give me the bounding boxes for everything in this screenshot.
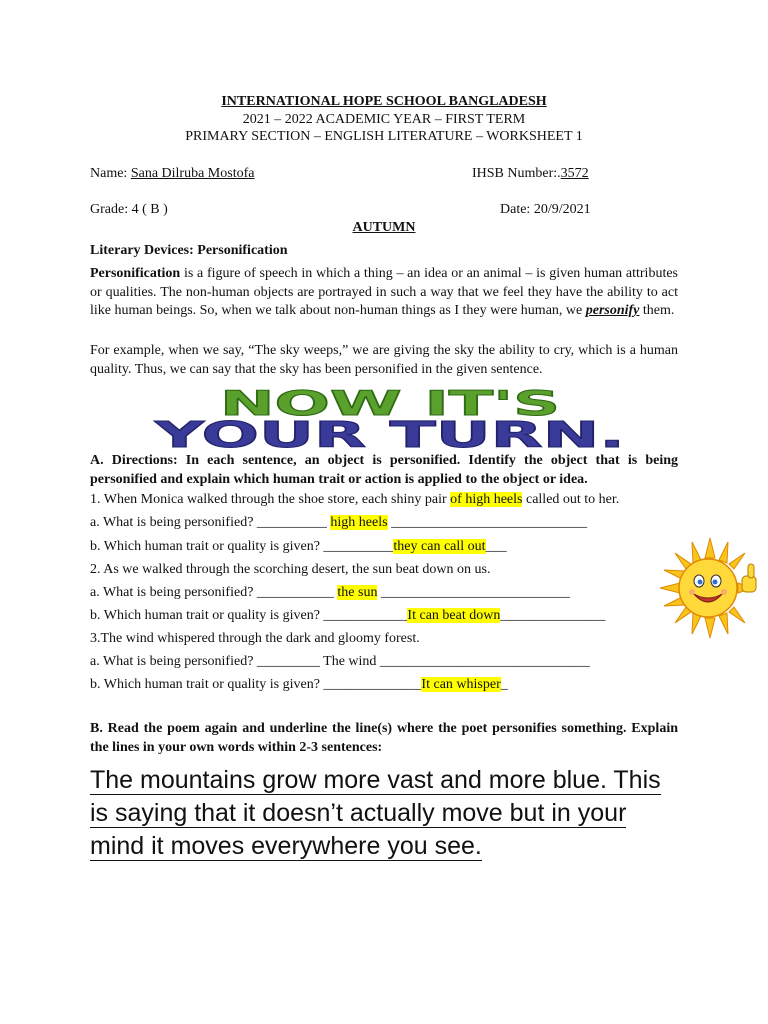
q2a-prompt: a. What is being personified? ___________ [90,585,338,600]
q2a-answer: the sun [337,585,378,600]
worksheet-section: PRIMARY SECTION – ENGLISH LITERATURE – WORKSHEET 1 [185,129,583,144]
q1a-answer: high heels [330,515,388,530]
handwritten-answer-line-1 [90,764,690,797]
name-value: Sana Dilruba Mostofa [130,166,255,181]
definition-body: is a figure of speech in which a thing – an idea or an animal – is given human attributes or qualities. The non-human objects are portrayed in such a way that we feel they have the ability to act like human beings. So, when we talk about non-human things as I they were human, we [90,266,678,318]
q1b-blank: ___ [485,539,507,554]
definition-end: them. [639,303,675,318]
school-name: INTERNATIONAL HOPE SCHOOL BANGLADESH [221,94,547,109]
sun-thumbs-up-icon [658,536,762,640]
grade: Grade: 4 ( B ) [90,202,168,217]
ihsb-row [472,166,632,182]
q3b-prompt: b. Which human trait or quality is given? ______________ [90,677,422,692]
q1-sentence-end: called out to her. [522,492,620,507]
q2-sentence: 2. As we walked through the scorching desert, the sun beat down on us. [90,562,491,577]
banner-line2: YOUR TURN. [153,415,625,450]
now-your-turn-banner [140,385,640,450]
q1a-blank: ____________________________ [387,515,588,530]
definition-paragraph [90,265,678,321]
q1b-prompt: b. Which human trait or quality is given? __________ [90,539,394,554]
q1-sentence [90,492,678,508]
handwritten-answer-line-3 [90,830,690,863]
q1a-prompt: a. What is being personified? __________ [90,515,331,530]
handwritten-answer-line-2 [90,797,690,830]
q1b-answer: they can call out [393,539,486,554]
answer-line-3-text: mind it moves everywhere you see. [90,832,482,860]
q3-answer-b [90,677,678,693]
section-a-directions: A. Directions: In each sentence, an object is personified. Identify the object that is being personified and explain which human trait or action is applied to the object or idea. [90,453,678,487]
q2b-blank: _______________ [500,608,606,623]
topic-heading: Literary Devices: Personification [90,243,288,258]
q1-answer-a [90,515,678,531]
q2-answer-a [90,585,678,601]
date: Date: 20/9/2021 [500,202,591,217]
q3b-answer: It can whisper [421,677,501,692]
section-b-directions: B. Read the poem again and underline the line(s) where the poet personifies something. Explain the lines in your own words within 2-3 sentences: [90,721,678,755]
answer-line-1-text: The mountains grow more vast and more blue. This [90,766,661,794]
q1-sentence-text: 1. When Monica walked through the shoe store, each shiny pair [90,492,451,507]
definition-term: Personification [90,266,181,281]
academic-year: 2021 – 2022 ACADEMIC YEAR – FIRST TERM [242,112,526,127]
worksheet-title: AUTUMN [352,220,416,235]
q3-answer-a: a. What is being personified? _________ The wind ______________________________ [90,654,590,669]
name-label: Name: [90,166,131,181]
example-paragraph: For example, when we say, “The sky weeps,” we are giving the sky the ability to cry, which is a human quality. Thus, we can say that the sky has been personified in the given sentence. [90,343,678,377]
ihsb-label: IHSB Number:. [472,166,561,181]
q1-answer-b [90,539,678,555]
q2-answer-b [90,608,678,624]
personify-emphasis: personify [585,303,640,318]
ihsb-value: 3572 [560,166,589,181]
q3-sentence: 3.The wind whispered through the dark and gloomy forest. [90,631,420,646]
q2b-answer: It can beat down [407,608,501,623]
banner-line1: NOW IT'S [220,385,560,424]
q1-highlight: of high heels [450,492,523,507]
q2a-blank: ___________________________ [377,585,570,600]
answer-line-2-text: is saying that it doesn’t actually move but in your [90,799,627,827]
q3b-blank: _ [500,677,508,692]
q2b-prompt: b. Which human trait or quality is given? ____________ [90,608,408,623]
